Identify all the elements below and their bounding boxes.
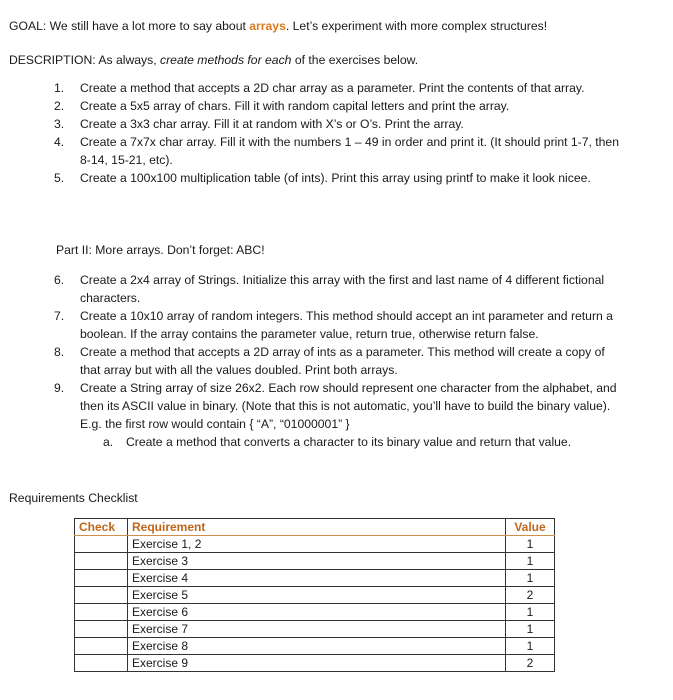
- table-row: [75, 536, 555, 553]
- description-prefix: DESCRIPTION: As always,: [9, 53, 161, 67]
- item-text: Create a 10x10 array of random integers. This method should accept an int parameter and return a boolean. If the array contains the parameter value, return true, otherwise return false.: [80, 309, 613, 341]
- list-item: [0, 169, 673, 187]
- item-number: 2.: [54, 99, 65, 113]
- check-cell: [75, 638, 128, 655]
- sub-item-letter: a.: [103, 435, 114, 449]
- check-cell: [75, 604, 128, 621]
- goal-suffix: . Let’s experiment with more complex structures!: [285, 19, 548, 33]
- requirement-cell: Exercise 4: [128, 570, 506, 587]
- requirement-cell: Exercise 1, 2: [128, 536, 506, 553]
- table-header-row: [75, 519, 555, 536]
- goal-prefix: GOAL: We still have a lot more to say about: [9, 19, 250, 33]
- table-row: [75, 655, 555, 672]
- item-number: 4.: [54, 135, 65, 149]
- item-text: Create a 100x100 multiplication table (of ints). Print this array using printf to make it look nicee.: [80, 171, 591, 185]
- item-number: 1.: [54, 81, 65, 95]
- table-row: [75, 604, 555, 621]
- list-item: [0, 343, 673, 379]
- item-text: Create a 2x4 array of Strings. Initialize this array with the first and last name of 4 different fictional characters.: [80, 273, 605, 305]
- table-row: [75, 587, 555, 604]
- value-cell: 1: [506, 553, 555, 570]
- item-number: 6.: [54, 273, 65, 287]
- sub-list-item: [0, 433, 673, 451]
- value-cell: 1: [506, 570, 555, 587]
- goal-line: [9, 17, 547, 35]
- check-cell: [75, 570, 128, 587]
- requirements-title: Requirements Checklist: [9, 491, 138, 505]
- header-check: Check: [75, 519, 128, 536]
- requirement-cell: Exercise 5: [128, 587, 506, 604]
- check-cell: [75, 587, 128, 604]
- header-value: Value: [506, 519, 555, 536]
- value-cell: 1: [506, 604, 555, 621]
- table-row: [75, 638, 555, 655]
- item-text: Create a String array of size 26x2. Each row should represent one character from the alphabet, and then its ASCII value in binary. (Note that this is not automatic, you’ll have to build the binary value). E.g. the first row would contain { “A”, “01000001” }: [80, 381, 617, 431]
- part2-list: [0, 271, 673, 451]
- description-emphasis: create methods for each: [160, 53, 292, 67]
- list-item: [0, 133, 673, 169]
- item-number: 5.: [54, 171, 65, 185]
- requirements-table: [74, 518, 555, 672]
- description-line: [9, 51, 418, 69]
- list-item: [0, 97, 673, 115]
- requirement-cell: Exercise 3: [128, 553, 506, 570]
- part2-title: Part II: More arrays. Don’t forget: ABC!: [56, 243, 265, 257]
- item-number: 8.: [54, 345, 65, 359]
- value-cell: 2: [506, 655, 555, 672]
- requirement-cell: Exercise 8: [128, 638, 506, 655]
- part1-list: [0, 79, 673, 187]
- list-item: [0, 271, 673, 307]
- item-text: Create a method that accepts a 2D array of ints as a parameter. This method will create a copy of that array but with all the values doubled. Print both arrays.: [80, 345, 605, 377]
- value-cell: 1: [506, 536, 555, 553]
- description-suffix: of the exercises below.: [291, 53, 419, 67]
- item-text: Create a 7x7x char array. Fill it with the numbers 1 – 49 in order and print it. (It should print 1-7, then 8-14, 15-21, etc).: [80, 135, 619, 167]
- item-text: Create a method that accepts a 2D char array as a parameter. Print the contents of that array.: [80, 81, 585, 95]
- item-number: 9.: [54, 381, 65, 395]
- goal-highlight: arrays: [249, 19, 286, 33]
- check-cell: [75, 621, 128, 638]
- list-item: [0, 115, 673, 133]
- check-cell: [75, 655, 128, 672]
- item-number: 3.: [54, 117, 65, 131]
- list-item: [0, 379, 673, 433]
- requirement-cell: Exercise 9: [128, 655, 506, 672]
- list-item: [0, 307, 673, 343]
- value-cell: 1: [506, 638, 555, 655]
- requirement-cell: Exercise 6: [128, 604, 506, 621]
- item-number: 7.: [54, 309, 65, 323]
- table-row: [75, 553, 555, 570]
- check-cell: [75, 553, 128, 570]
- header-requirement: Requirement: [128, 519, 506, 536]
- sub-item-text: Create a method that converts a character to its binary value and return that value.: [126, 435, 572, 449]
- value-cell: 1: [506, 621, 555, 638]
- table-row: [75, 570, 555, 587]
- item-text: Create a 5x5 array of chars. Fill it with random capital letters and print the array.: [80, 99, 510, 113]
- value-cell: 2: [506, 587, 555, 604]
- check-cell: [75, 536, 128, 553]
- requirement-cell: Exercise 7: [128, 621, 506, 638]
- list-item: [0, 79, 673, 97]
- table-row: [75, 621, 555, 638]
- item-text: Create a 3x3 char array. Fill it at random with X’s or O’s. Print the array.: [80, 117, 464, 131]
